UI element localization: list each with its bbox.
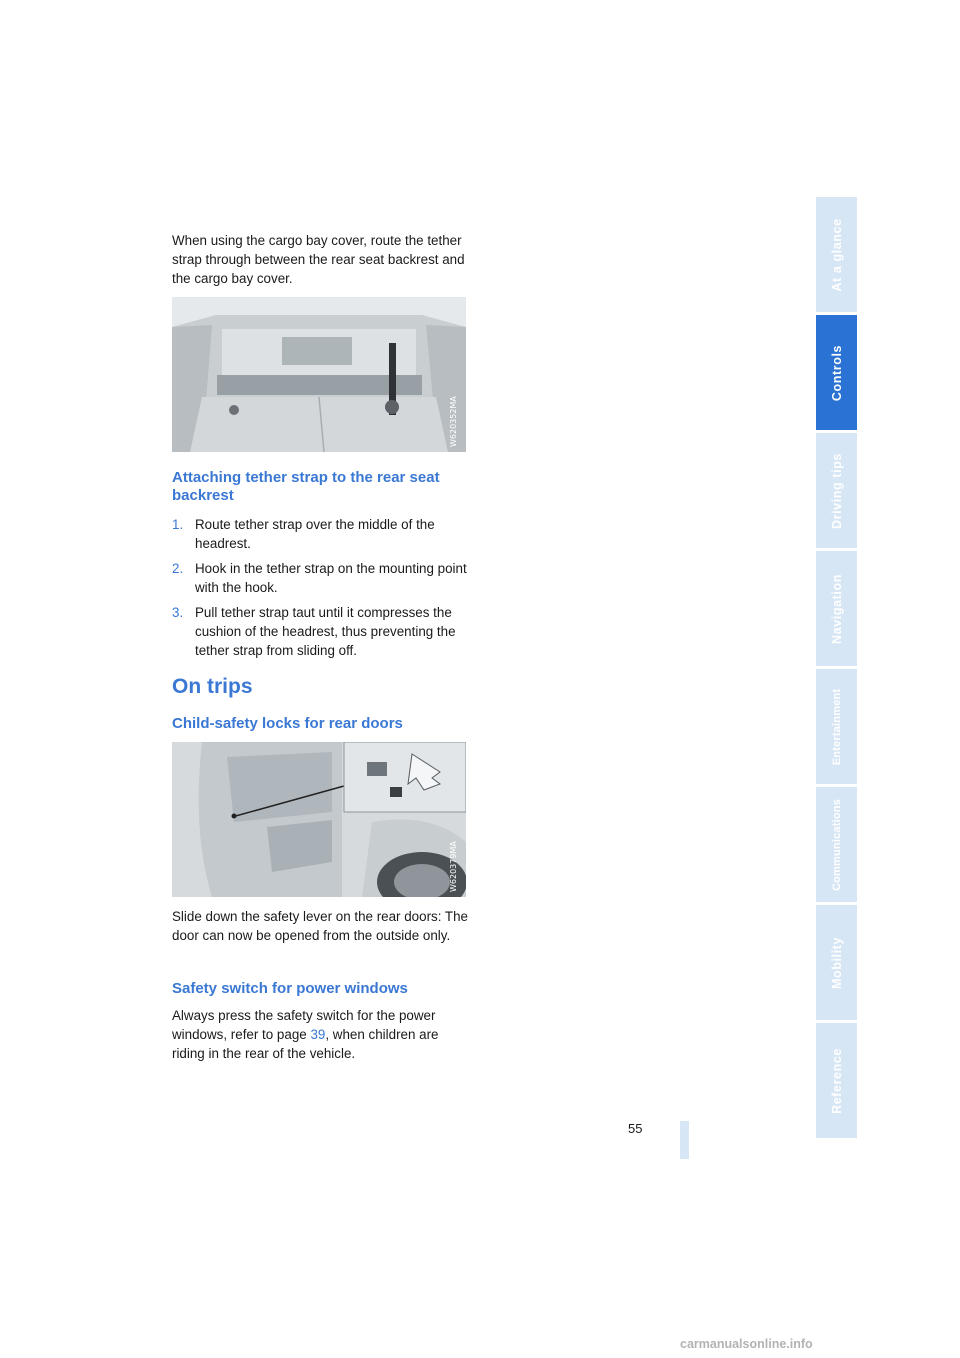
page-39-link[interactable]: 39 [310,1027,326,1042]
step-item [172,515,468,553]
tab-controls[interactable] [816,315,857,433]
tab-reference[interactable] [816,1023,857,1141]
safety-switch-text [172,1006,468,1063]
figure1-code: W620352MA [449,396,458,447]
tab-label: Controls [829,344,844,401]
tab-mobility[interactable] [816,905,857,1023]
rear-door-illustration [172,742,466,897]
tab-navigation[interactable] [816,551,857,669]
step-number: 1. [172,517,184,532]
attach-heading: Attaching tether strap to the rear seat backrest [172,469,440,504]
child-locks-body [172,907,468,945]
tab-communications[interactable] [816,787,857,905]
attach-section [172,469,468,666]
tab-at-a-glance[interactable] [816,197,857,315]
tab-label: Mobility [829,936,844,989]
step-text: Pull tether strap taut until it compresses the cushion of the headrest, thus preventing the tether strap from sliding off. [195,605,456,658]
on-trips-heading: On trips [172,675,253,698]
page-number-bar [680,1121,689,1159]
rear-door-figure [172,742,466,897]
cargo-bay-figure [172,297,466,452]
tab-label: Navigation [829,573,844,644]
tab-label: Entertainment [830,688,843,765]
step-text: Hook in the tether strap on the mounting point with the hook. [195,561,467,595]
step-number: 2. [172,561,184,576]
tab-label: Reference [829,1047,844,1114]
safety-switch-text-after: , when children are riding in the rear of the vehicle. [172,1027,439,1061]
safety-switch-text-before: Always press the safety switch for the power windows, refer to page [172,1008,436,1042]
intro-text: When using the cargo bay cover, route the tether strap through between the rear seat backrest and the cargo bay cover. [172,233,465,286]
safety-switch-heading: Safety switch for power windows [172,980,408,997]
tab-driving-tips[interactable] [816,433,857,551]
page-number: 55 [628,1121,643,1136]
child-locks-text: Slide down the safety lever on the rear doors: The door can now be opened from the outside only. [172,909,469,943]
step-item [172,603,468,660]
cargo-bay-illustration [172,297,466,452]
on-trips-section [172,675,468,733]
tab-label: Driving tips [829,452,844,529]
intro-paragraph [172,231,468,288]
child-locks-heading: Child-safety locks for rear doors [172,715,403,732]
step-text: Route tether strap over the middle of the headrest. [195,517,435,551]
safety-switch-section [172,980,468,1063]
figure2-code: W620379MA [449,841,458,892]
tab-label: At a glance [829,217,844,292]
watermark: carmanualsonline.info [680,1337,813,1351]
tab-entertainment[interactable] [816,669,857,787]
tab-label: Communications [830,798,843,891]
step-item [172,559,468,597]
chapter-tabs [816,197,857,1141]
step-number: 3. [172,605,184,620]
attach-steps [172,515,468,660]
